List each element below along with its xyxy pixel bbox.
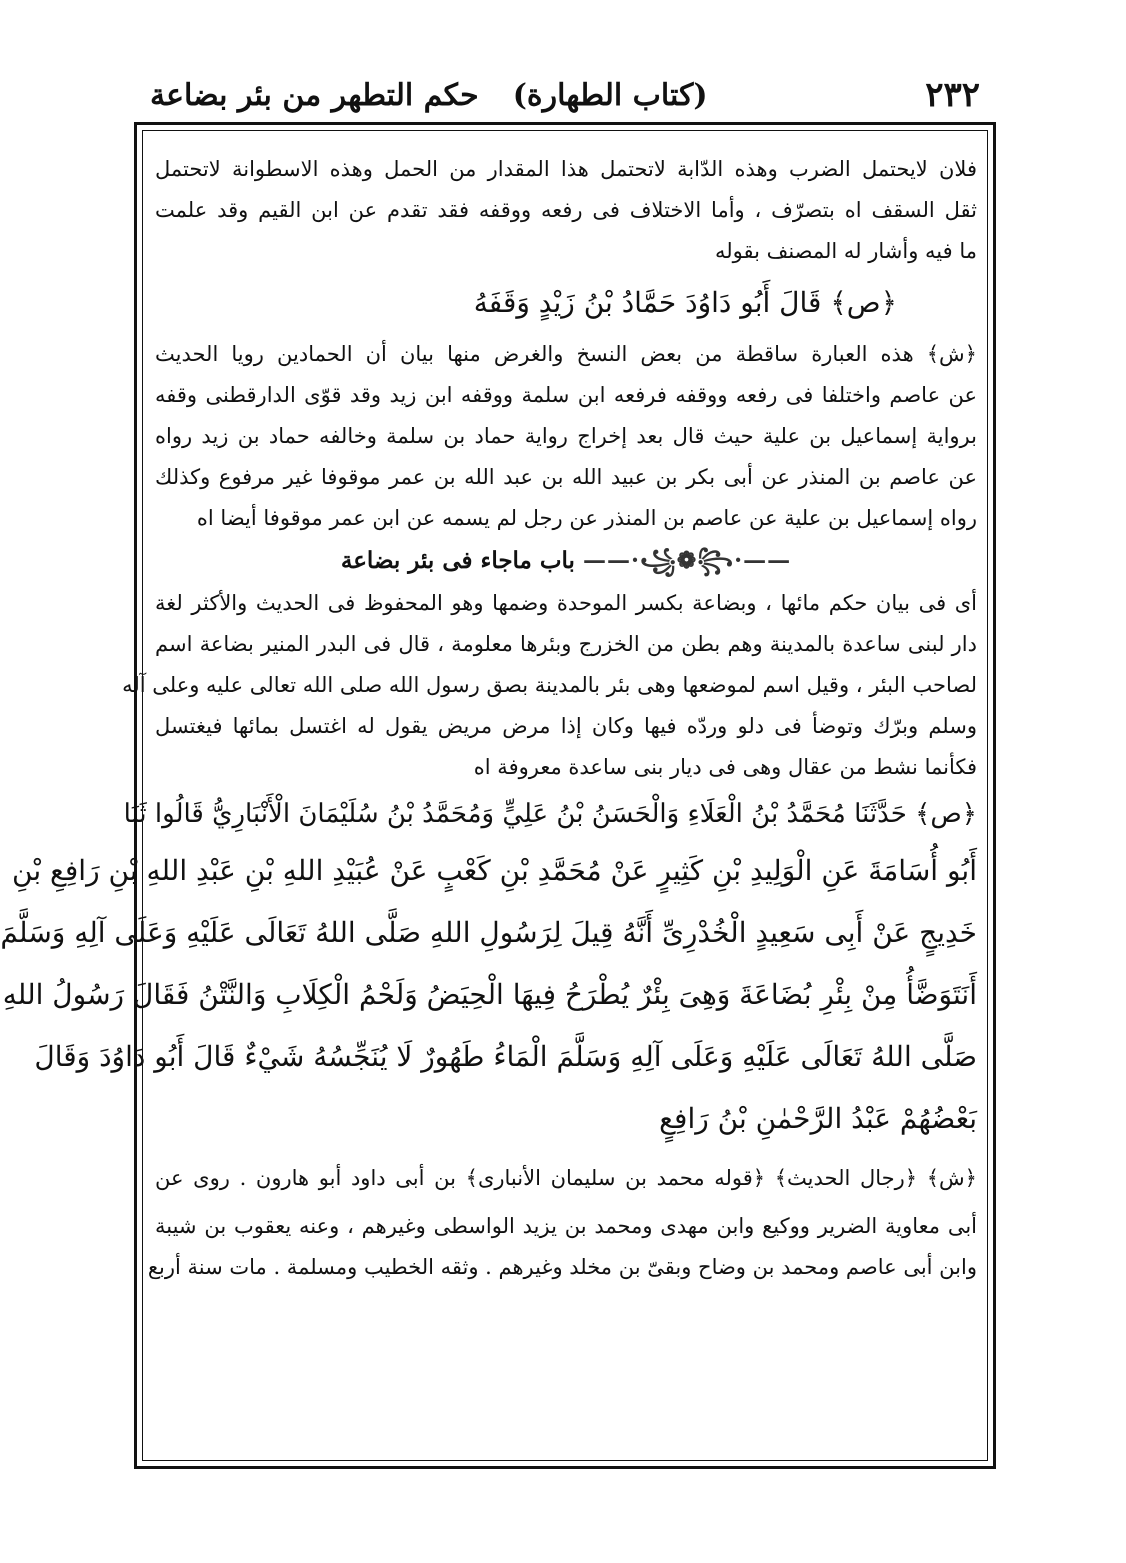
matn-line: خَدِيجٍ عَنْ أَبِى سَعِيدٍ الْخُدْرِىِّ أَنَّهُ قِيلَ لِرَسُولِ اللهِ صَلَّى اللهُ تَعَالَى عَلَيْهِ وَعَلَى آلِهِ وَسَلَّمَ [0, 916, 977, 949]
text-line: لصاحب البئر ، وقيل اسم لموضعها وهى بئر بالمدينة بصق رسول الله صلى الله تعالى عليه وعلى آله [122, 673, 977, 697]
matn-line: صَلَّى اللهُ تَعَالَى عَلَيْهِ وَعَلَى آلِهِ وَسَلَّمَ الْمَاءُ طَهُورٌ لَا يُنَجِّسُهُ شَيْءٌ قَالَ أَبُو دَاوُدَ وَقَالَ [34, 1040, 977, 1073]
text-block [0, 130, 988, 1461]
matn-line: أَبُو أُسَامَةَ عَنِ الْوَلِيدِ بْنِ كَثِيرٍ عَنْ مُحَمَّدِ بْنِ كَعْبٍ عَنْ عُبَيْدِ اللهِ بْنِ عَبْدِ اللهِ بْنِ رَافِعِ بْنِ [12, 854, 977, 887]
text-line: عن عاصم واختلفا فى رفعه ووقفه فرفعه ابن سلمة ووقفه ابن زيد وقد قوّى الدارقطنى وقفه [155, 383, 977, 407]
matn-line: ﴿ص﴾ حَدَّثَنَا مُحَمَّدُ بْنُ الْعَلَاءِ وَالْحَسَنُ بْنُ عَلِيٍّ وَمُحَمَّدُ بْنُ سُلَيْمَانَ الْأَنْبَارِيُّ قَالُوا ثَنَا [123, 799, 977, 829]
text-line: وابن أبى عاصم ومحمد بن وضاح وبقىّ بن مخلد وغيرهم . وثقه الخطيب ومسلمة . مات سنة أربع [147, 1255, 977, 1279]
chapter-title: حكم التطهر من بئر بضاعة [150, 77, 479, 113]
running-title [150, 78, 708, 113]
text-line: ﴿ش﴾ هذه العبارة ساقطة من بعض النسخ والغرض منها بيان أن الحمادين رويا الحديث [155, 342, 977, 366]
text-line: برواية إسماعيل بن علية حيث قال بعد إخراج رواية حماد بن سلمة وخالفه حماد بن زيد رواه [155, 424, 977, 448]
text-line: ما فيه وأشار له المصنف بقوله [714, 239, 977, 263]
book-title: (كتاب الطهارة) [512, 77, 708, 113]
matn-line: بَعْضُهُمْ عَبْدُ الرَّحْمٰنِ بْنُ رَافِعٍ [659, 1102, 977, 1135]
text-line: فلان لايحتمل الضرب وهذه الدّابة لاتحتمل هذا المقدار من الحمل وهذه الاسطوانة لاتحتمل [155, 157, 977, 181]
text-line: ثقل السقف اه بتصرّف ، وأما الاختلاف فى رفعه ووقفه فقد تقدم عن ابن القيم وقد علمت [155, 198, 977, 222]
page-frame [0, 122, 996, 1469]
text-line: دار لبنى ساعدة بالمدينة وهم بطن من الخزرج وبئرها معلومة ، قال فى البدر المنير بضاعة اسم [155, 632, 977, 656]
text-line: عن عاصم بن المنذر عن أبى بكر بن عبيد الله بن عبد الله بن عمر موقوفا غير مرفوع وكذلك [155, 465, 977, 489]
page-header [150, 70, 980, 120]
text-line: رواه إسماعيل بن علية عن عاصم بن المنذر عن رجل لم يسمه عن ابن عمر موقوفا أيضا اه [196, 506, 977, 530]
text-line: وسلم وبرّك وتوضأ فى دلو وردّه فيها وكان إذا مرض مريض يقول له اغتسل بمائها فيغتسل [155, 714, 977, 738]
text-line: أبى معاوية الضرير ووكيع وابن مهدى ومحمد بن يزيد الواسطى وغيرهم ، وعنه يعقوب بن شيبة [155, 1214, 977, 1238]
matn-line: ﴿ص﴾ قَالَ أَبُو دَاوُدَ حَمَّادُ بْنُ زَيْدٍ وَقَفَهُ [473, 286, 897, 319]
page-number: ٢٣٢ [925, 75, 980, 115]
matn-line: أَنَتَوَضَّأُ مِنْ بِئْرِ بُضَاعَةَ وَهِىَ بِئْرٌ يُطْرَحُ فِيهَا الْحِيَضُ وَلَحْمُ الْكِلَابِ وَالنَّتْنُ فَقَالَ رَسُولُ اللهِ [2, 978, 977, 1011]
chapter-heading [155, 539, 977, 583]
text-line: ﴿ش﴾ ﴿رجال الحديث﴾ ﴿قوله محمد بن سليمان الأنبارى﴾ بن أبى داود أبو هارون . روى عن [155, 1166, 977, 1190]
ornament-left: ——·꧁❁꧂·—— [582, 547, 792, 574]
text-line: أى فى بيان حكم مائها ، وبضاعة بكسر الموحدة وضمها وهو المحفوظ فى الحديث والأكثر لغة [155, 591, 977, 615]
chapter-heading-text: باب ماجاء فى بئر بضاعة [340, 547, 575, 574]
text-line: فكأنما نشط من عقال وهى فى ديار بنى ساعدة معروفة اه [473, 755, 977, 779]
